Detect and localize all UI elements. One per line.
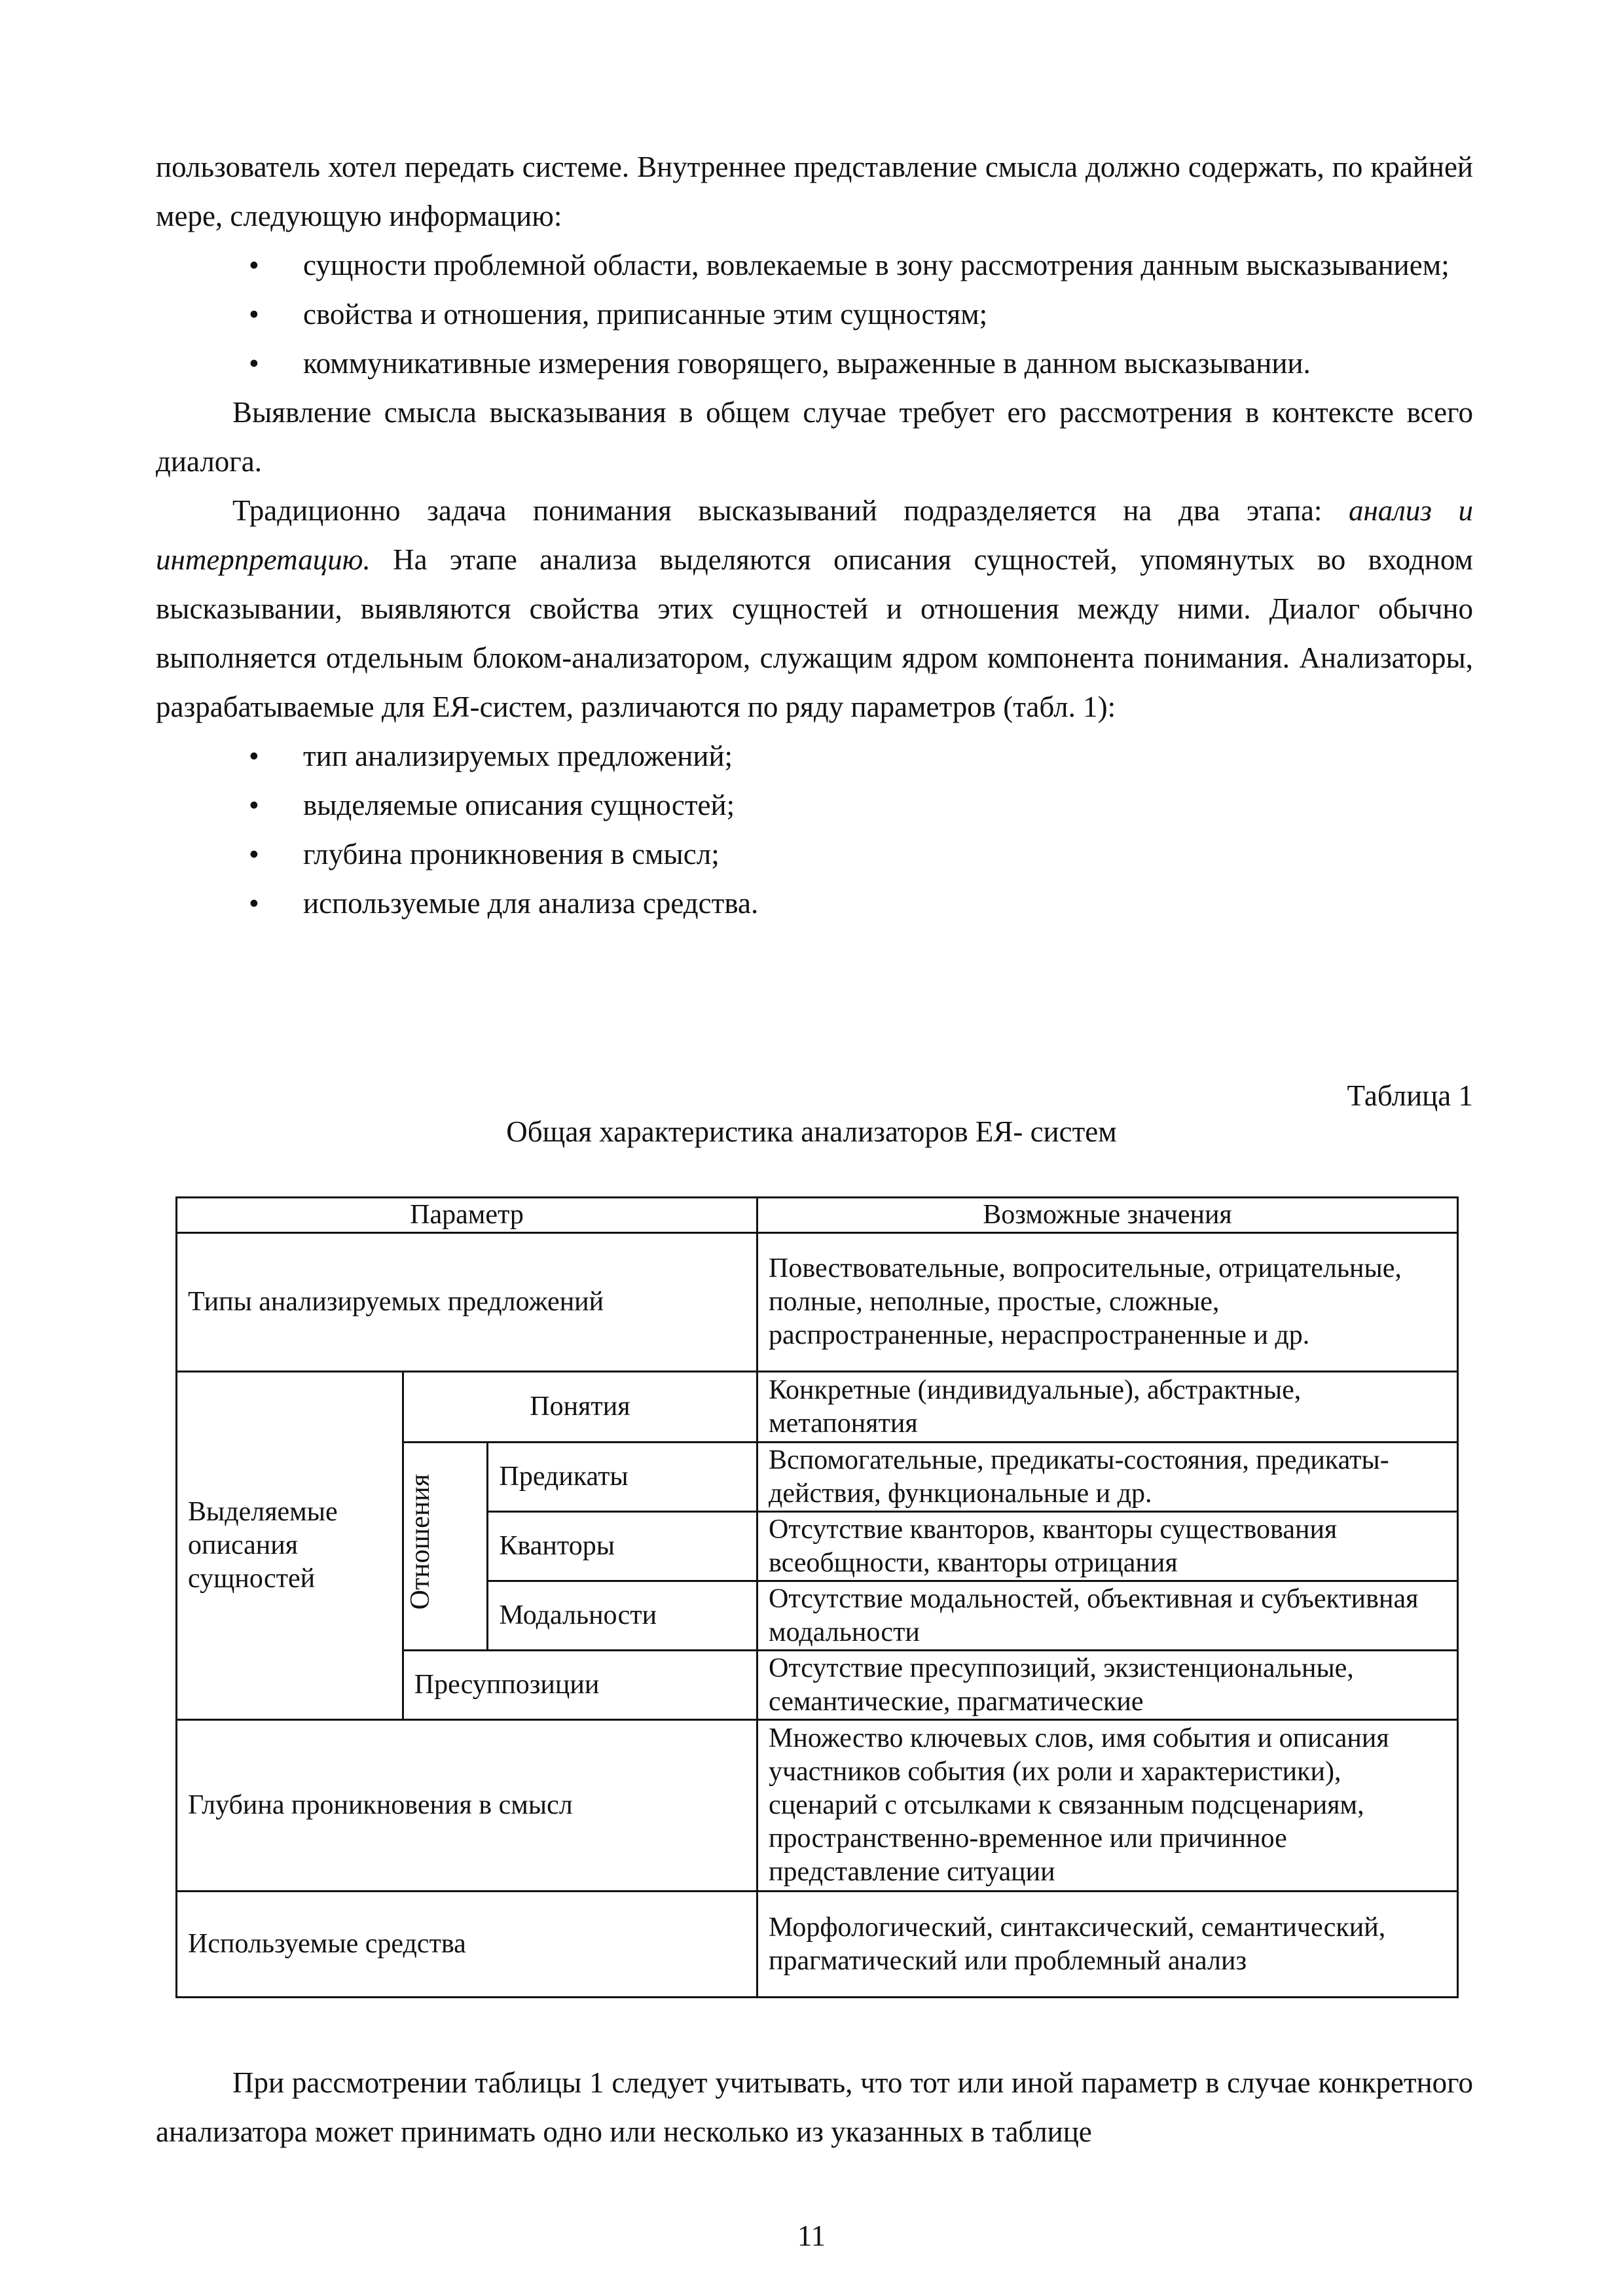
param-cell: Выделяемые описания сущностей (177, 1372, 403, 1720)
analyzers-table (175, 1196, 1459, 1998)
list-item: • тип анализируемых предложений; (156, 732, 1473, 781)
table-row (177, 1720, 1458, 1892)
table-row (177, 1892, 1458, 1998)
values-cell: Конкретные (индивидуальные), абстрактные, метапонятия (757, 1372, 1458, 1443)
list-item: • коммуникативные измерения говорящего, выраженные в данном высказывании. (156, 339, 1473, 388)
page-number: 11 (797, 2219, 826, 2252)
quantifiers-cell: Кванторы (488, 1512, 757, 1581)
paragraph-analysis: Традиционно задача понимания высказываний подразделяется на два этапа: анализ и интерпретацию. На этапе анализа выделяются описания сущностей, упомянутых во входном высказывании, выявляются свойства этих сущностей и отношения между ними. Диалог обычно выполняется отдельным блоком-анализатором, служащим ядром компонента понимания. Анализаторы, разрабатываемые для ЕЯ-систем, различаются по ряду параметров (табл. 1): (156, 494, 1474, 723)
info-list (156, 241, 1473, 388)
values-cell: Множество ключевых слов, имя события и описания участников события (их роли и характеристики), сценарий с отсылками к связанным подсценариям, пространственно-временное или причинное представление ситуации (757, 1720, 1458, 1892)
relations-vertical-cell (403, 1443, 488, 1651)
table-header-row (177, 1198, 1458, 1233)
param-cell: Глубина проникновения в смысл (177, 1720, 757, 1892)
concepts-cell: Понятия (403, 1372, 757, 1443)
values-cell: Отсутствие модальностей, объективная и субъективная модальности (757, 1581, 1458, 1651)
body-text-bottom (156, 2058, 1473, 2157)
values-cell: Отсутствие пресуппозиций, экзистенциональные, семантические, прагматические (757, 1651, 1458, 1720)
relations-label: Отношения (405, 1474, 435, 1610)
intro-paragraph: пользователь хотел передать системе. Внутреннее представление смысла должно содержать, по крайней мере, следующую информацию: (156, 151, 1473, 232)
values-cell: Морфологический, синтаксический, семантический, прагматический или проблемный анализ (757, 1892, 1458, 1998)
list-item: • глубина проникновения в смысл; (156, 830, 1473, 879)
italic-term-analysis: анализ (1348, 494, 1432, 527)
list-item: • сущности проблемной области, вовлекаемые в зону рассмотрения данным высказыванием; (156, 241, 1473, 290)
list-item: • выделяемые описания сущностей; (156, 781, 1473, 830)
param-cell: Используемые средства (177, 1892, 757, 1998)
values-cell: Отсутствие кванторов, кванторы существования всеобщности, кванторы отрицания (757, 1512, 1458, 1581)
list-item: • используемые для анализа средства. (156, 879, 1473, 928)
paragraph-context: Выявление смысла высказывания в общем случае требует его рассмотрения в контексте всего диалога. (156, 396, 1473, 478)
header-param: Параметр (177, 1198, 757, 1233)
values-cell: Повествовательные, вопросительные, отрицательные, полные, неполные, простые, сложные, распространенные, нераспространенные и др. (757, 1233, 1458, 1372)
predicates-cell: Предикаты (488, 1443, 757, 1512)
list-item: • свойства и отношения, приписанные этим сущностям; (156, 290, 1473, 339)
parameters-list (156, 732, 1473, 928)
table-row (177, 1372, 1458, 1443)
italic-term-interpretation: интерпретацию. (156, 543, 371, 576)
italic-and: и (1458, 494, 1474, 527)
bottom-paragraph: При рассмотрении таблицы 1 следует учитывать, что тот или иной параметр в случае конкретного анализатора может принимать одно или несколько из указанных в таблице (156, 2066, 1473, 2148)
body-text-top (156, 143, 1473, 928)
values-cell: Вспомогательные, предикаты-состояния, предикаты-действия, функциональные и др. (757, 1443, 1458, 1512)
table-title: Общая характеристика анализаторов ЕЯ- систем (506, 1115, 1117, 1148)
table-row (177, 1233, 1458, 1372)
param-cell: Типы анализируемых предложений (177, 1233, 757, 1372)
table-number: Таблица 1 (1347, 1079, 1473, 1112)
presuppositions-cell: Пресуппозиции (403, 1651, 757, 1720)
modalities-cell: Модальности (488, 1581, 757, 1651)
header-values: Возможные значения (757, 1198, 1458, 1233)
